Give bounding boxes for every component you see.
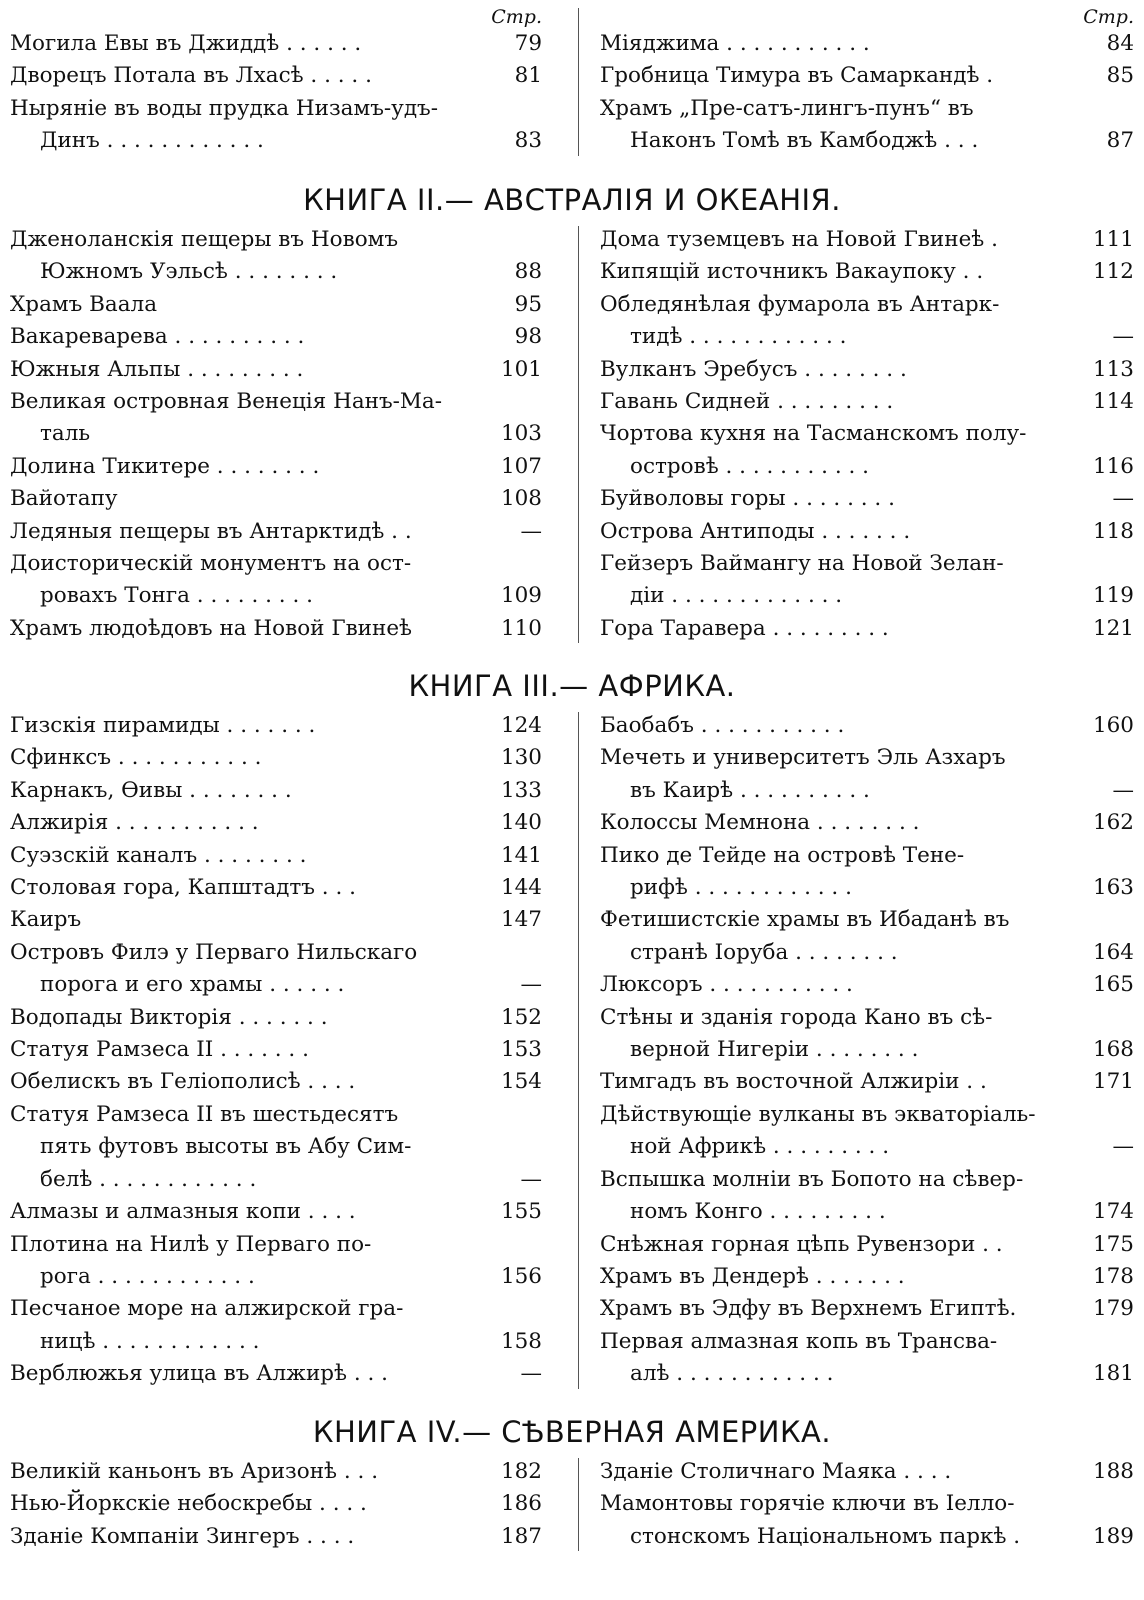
entry-title bbox=[10, 872, 476, 904]
toc-entry bbox=[10, 1456, 542, 1488]
page-number: 79 bbox=[514, 31, 542, 56]
toc-entry bbox=[600, 807, 1134, 839]
page-number: 153 bbox=[500, 1037, 542, 1063]
entry-title bbox=[600, 548, 1068, 613]
entry-title bbox=[600, 289, 1068, 354]
toc-entry bbox=[600, 904, 1134, 969]
page-number: 156 bbox=[500, 1263, 542, 1289]
entry-title bbox=[10, 451, 476, 483]
entry-title-line: Ныряніе въ воды прудка Низамъ-удъ- bbox=[10, 95, 438, 121]
page-number: 130 bbox=[500, 745, 542, 771]
entry-title-line: Обелискъ въ Геліополисѣ . . . . bbox=[10, 1069, 356, 1095]
entry-title-line: Храмъ людоѣдовъ на Новой Гвинеѣ bbox=[10, 615, 413, 641]
entry-title-line: Суэзскій каналъ . . . . . . . . bbox=[10, 842, 307, 868]
entry-title-line: Южныя Альпы . . . . . . . . . bbox=[10, 356, 304, 382]
two-column-table bbox=[10, 1456, 1134, 1553]
toc-entry bbox=[600, 613, 1134, 645]
entry-title-line: ровахъ Тонга . . . . . . . . . bbox=[40, 583, 313, 609]
entry-title bbox=[600, 807, 1068, 839]
toc-entry bbox=[10, 516, 542, 548]
page-number: 110 bbox=[500, 615, 542, 641]
toc-entry bbox=[10, 60, 542, 92]
entry-title bbox=[600, 742, 1068, 807]
entry-title bbox=[10, 807, 476, 839]
left-column bbox=[10, 1456, 572, 1553]
entry-title-line: Алжирія . . . . . . . . . . . bbox=[10, 810, 259, 836]
page-number: 171 bbox=[1092, 1069, 1134, 1095]
entry-title-line: Верблюжья улица въ Алжирѣ . . . bbox=[10, 1361, 389, 1387]
entry-title-line: Великая островная Венеція Нанъ-Ма- bbox=[10, 389, 443, 415]
page-number: 85 bbox=[1106, 63, 1134, 89]
entry-title-line: номъ Конго . . . . . . . . . bbox=[630, 1199, 886, 1225]
toc-entry bbox=[10, 1066, 542, 1098]
page-number: 116 bbox=[1092, 453, 1134, 479]
entry-title-line: Наконъ Томѣ въ Камбоджѣ . . . bbox=[630, 128, 979, 154]
entry-title bbox=[10, 386, 476, 451]
right-column bbox=[572, 710, 1134, 1391]
entry-title-line: Долина Тикитере . . . . . . . . bbox=[10, 453, 320, 479]
page-number: — bbox=[520, 1361, 542, 1387]
two-column-table bbox=[10, 710, 1134, 1391]
entry-title-line: Первая алмазная копь въ Трансва- bbox=[600, 1328, 998, 1354]
entry-title-line: Островъ Филэ у Перваго Нильскаго bbox=[10, 939, 418, 965]
entry-title-line: Гавань Сидней . . . . . . . . . bbox=[600, 389, 894, 415]
entry-title bbox=[10, 60, 476, 92]
entry-title-line: тидѣ . . . . . . . . . . . . bbox=[630, 324, 847, 350]
toc-entry bbox=[10, 1002, 542, 1034]
left-column bbox=[10, 710, 572, 1391]
entry-title-line: рифѣ . . . . . . . . . . . . bbox=[630, 875, 852, 901]
page-number: — bbox=[1112, 777, 1134, 803]
toc-entry bbox=[10, 289, 542, 321]
page-number: 95 bbox=[514, 291, 542, 317]
entry-title-line: рога . . . . . . . . . . . . bbox=[40, 1263, 255, 1289]
entry-title bbox=[10, 1196, 476, 1228]
page-number: 107 bbox=[500, 453, 542, 479]
page-number: 144 bbox=[500, 875, 542, 901]
entry-title-line: Стѣны и зданія города Кано въ сѣ- bbox=[600, 1004, 993, 1030]
page-number: 163 bbox=[1092, 875, 1134, 901]
page-number: 121 bbox=[1092, 615, 1134, 641]
left-column bbox=[10, 6, 572, 158]
book-title: КНИГА II.— АВСТРАЛІЯ И ОКЕАНІЯ. bbox=[303, 183, 841, 217]
entry-title-line: Могила Евы въ Джиддѣ . . . . . . bbox=[10, 31, 362, 56]
entry-title-line: Чортова кухня на Тасманскомъ полу- bbox=[600, 421, 1027, 447]
toc-entry bbox=[10, 1521, 542, 1553]
entry-title bbox=[600, 1066, 1068, 1098]
page-number: 160 bbox=[1092, 713, 1134, 738]
page-number: 124 bbox=[500, 713, 542, 738]
entry-title bbox=[10, 904, 476, 936]
entry-title-line: Каиръ bbox=[10, 907, 82, 933]
entry-title-line: Вулканъ Эребусъ . . . . . . . . bbox=[600, 356, 907, 382]
entry-title bbox=[10, 28, 476, 60]
entry-title-line: Гора Таравера . . . . . . . . . bbox=[600, 615, 889, 641]
entry-title-line: Дженоланскія пещеры въ Новомъ bbox=[10, 227, 399, 252]
toc-entry bbox=[10, 1358, 542, 1390]
book-title: КНИГА IV.— СѢВЕРНАЯ АМЕРИКА. bbox=[312, 1415, 832, 1449]
entry-title-line: таль bbox=[40, 421, 91, 447]
toc-entry bbox=[600, 1229, 1134, 1261]
entry-title bbox=[10, 840, 476, 872]
toc-entry bbox=[10, 1229, 542, 1294]
entry-title bbox=[600, 386, 1068, 418]
entry-title bbox=[10, 1358, 476, 1390]
toc-entry bbox=[600, 1002, 1134, 1067]
entry-title-line: стонскомъ Національномъ паркѣ . bbox=[630, 1523, 1021, 1549]
toc-entry bbox=[600, 1066, 1134, 1098]
entry-title-line: алѣ . . . . . . . . . . . . bbox=[630, 1361, 834, 1387]
entry-title-line: Вакареварева . . . . . . . . . . bbox=[10, 324, 305, 350]
toc-entry bbox=[600, 224, 1134, 256]
entry-title-line: Плотина на Нилѣ у Перваго по- bbox=[10, 1231, 372, 1257]
entry-title bbox=[600, 483, 1068, 515]
page-number: — bbox=[1112, 324, 1134, 350]
entry-title-line: Песчаное море на алжирской гра- bbox=[10, 1296, 404, 1322]
entry-title bbox=[10, 321, 476, 353]
entry-title-line: Гейзеръ Ваймангу на Новой Зелан- bbox=[600, 551, 1004, 577]
toc-entry bbox=[10, 937, 542, 1002]
entry-title-line: Люксоръ . . . . . . . . . . . bbox=[600, 972, 853, 998]
entry-title-line: Водопады Викторія . . . . . . . bbox=[10, 1004, 328, 1030]
entry-title-line: Храмъ Ваала bbox=[10, 291, 158, 317]
page-number: 83 bbox=[514, 128, 542, 154]
entry-title-line: верной Нигеріи . . . . . . . . bbox=[630, 1037, 919, 1063]
page-number: 84 bbox=[1106, 31, 1134, 56]
entry-title bbox=[600, 904, 1068, 969]
page-number: 158 bbox=[500, 1328, 542, 1354]
entry-title bbox=[10, 710, 476, 742]
toc-entry bbox=[600, 93, 1134, 158]
entry-title-line: Дѣйствующіе вулканы въ экваторіаль- bbox=[600, 1101, 1036, 1127]
entry-title bbox=[10, 1066, 476, 1098]
entry-title-line: Обледянѣлая фумарола въ Антарк- bbox=[600, 291, 1000, 317]
page-number: 189 bbox=[1092, 1523, 1134, 1549]
page-number: 168 bbox=[1092, 1037, 1134, 1063]
toc-entry bbox=[10, 451, 542, 483]
right-column bbox=[572, 6, 1134, 158]
entry-title-line: Кипящій источникъ Вакаупоку . . bbox=[600, 259, 984, 285]
entry-title-line: Баобабъ . . . . . . . . . . . bbox=[600, 713, 845, 738]
entry-title-line: Южномъ Уэльсѣ . . . . . . . . bbox=[40, 259, 338, 285]
entry-title bbox=[600, 1456, 1068, 1488]
entry-title bbox=[600, 28, 1068, 60]
entry-title bbox=[600, 1002, 1068, 1067]
entry-title-line: Карнакъ, Ѳивы . . . . . . . . bbox=[10, 777, 292, 803]
page-number: 181 bbox=[1092, 1361, 1134, 1387]
toc-entry bbox=[10, 742, 542, 774]
page-number: — bbox=[520, 972, 542, 998]
page-number: 87 bbox=[1106, 128, 1134, 154]
entry-title-line: Сфинксъ . . . . . . . . . . . bbox=[10, 745, 262, 771]
entry-title-line: діи . . . . . . . . . . . . . bbox=[630, 583, 843, 609]
entry-title bbox=[600, 1261, 1068, 1293]
entry-title bbox=[600, 840, 1068, 905]
toc-entry bbox=[600, 28, 1134, 60]
toc-entry bbox=[10, 321, 542, 353]
page-number: 174 bbox=[1092, 1199, 1134, 1225]
toc-entry bbox=[600, 289, 1134, 354]
toc-entry bbox=[600, 1326, 1134, 1391]
toc-entry bbox=[600, 483, 1134, 515]
right-column bbox=[572, 1456, 1134, 1553]
page-number: 118 bbox=[1092, 518, 1134, 544]
entry-title-line: Зданіе Компаніи Зингеръ . . . . bbox=[10, 1523, 355, 1549]
entry-title-line: Фетишистскіе храмы въ Ибаданѣ въ bbox=[600, 907, 1010, 933]
entry-title bbox=[10, 483, 476, 515]
column-divider bbox=[578, 712, 579, 1389]
entry-title bbox=[600, 1488, 1068, 1553]
entry-title-line: Тимгадъ въ восточной Алжиріи . . bbox=[600, 1069, 987, 1095]
section-book-4 bbox=[10, 1406, 1134, 1553]
two-column-table bbox=[10, 6, 1134, 158]
entry-title bbox=[10, 1293, 476, 1358]
entry-title-line: Доисторическій монументъ на ост- bbox=[10, 551, 412, 577]
toc-entry bbox=[10, 483, 542, 515]
entry-title-line: ной Африкѣ . . . . . . . . . bbox=[630, 1134, 890, 1160]
toc-entry bbox=[10, 872, 542, 904]
entry-title bbox=[10, 354, 476, 386]
entry-title-line: белѣ . . . . . . . . . . . . bbox=[40, 1166, 257, 1192]
entry-title-line: Нью-Йоркскіе небоскребы . . . . bbox=[10, 1491, 367, 1517]
entry-title bbox=[600, 1164, 1068, 1229]
toc-entry bbox=[600, 60, 1134, 92]
entry-title-line: Пико де Тейде на островѣ Тене- bbox=[600, 842, 965, 868]
entry-title-line: Колоссы Мемнона . . . . . . . . bbox=[600, 810, 920, 836]
two-column-table bbox=[10, 224, 1134, 645]
toc-entry bbox=[600, 1164, 1134, 1229]
toc-entry bbox=[600, 354, 1134, 386]
page-number: 101 bbox=[500, 356, 542, 382]
entry-title bbox=[10, 937, 476, 1002]
entry-title-line: Дома туземцевъ на Новой Гвинеѣ . bbox=[600, 227, 998, 252]
entry-title bbox=[10, 93, 476, 158]
page-column-header: Стр. bbox=[491, 6, 542, 28]
page-column-header: Стр. bbox=[1083, 6, 1134, 28]
entry-title-line: Дворецъ Потала въ Лхасѣ . . . . . bbox=[10, 63, 372, 89]
entry-title bbox=[600, 418, 1068, 483]
toc-entry bbox=[600, 969, 1134, 1001]
page-number: — bbox=[1112, 1134, 1134, 1160]
column-divider bbox=[578, 1458, 579, 1551]
page-number: — bbox=[520, 518, 542, 544]
entry-title bbox=[10, 224, 476, 289]
entry-title bbox=[600, 354, 1068, 386]
entry-title bbox=[10, 1456, 476, 1488]
page-number: 141 bbox=[500, 842, 542, 868]
page-number: 119 bbox=[1092, 583, 1134, 609]
entry-title bbox=[600, 710, 1068, 742]
entry-title-line: Храмъ въ Дендерѣ . . . . . . . bbox=[600, 1263, 905, 1289]
toc-entry bbox=[10, 386, 542, 451]
toc-entry bbox=[600, 548, 1134, 613]
entry-title bbox=[10, 1521, 476, 1553]
toc-entry bbox=[600, 256, 1134, 288]
section-book-2 bbox=[10, 174, 1134, 645]
page-number: 88 bbox=[514, 259, 542, 285]
toc-entry bbox=[600, 1293, 1134, 1325]
entry-title bbox=[600, 969, 1068, 1001]
toc-entry bbox=[10, 1293, 542, 1358]
page-number: 154 bbox=[500, 1069, 542, 1095]
toc-entry bbox=[600, 1261, 1134, 1293]
entry-title bbox=[10, 1099, 476, 1196]
entry-title bbox=[600, 256, 1068, 288]
entry-title-line: Алмазы и алмазныя копи . . . . bbox=[10, 1199, 356, 1225]
toc-entry bbox=[10, 93, 542, 158]
page-number: 108 bbox=[500, 486, 542, 512]
toc-entry bbox=[10, 548, 542, 613]
entry-title-line: Мечеть и университетъ Эль Азхаръ bbox=[600, 745, 1006, 771]
page-number: 162 bbox=[1092, 810, 1134, 836]
entry-title-line: Столовая гора, Капштадтъ . . . bbox=[10, 875, 356, 901]
entry-title-line: Зданіе Столичнаго Маяка . . . . bbox=[600, 1459, 952, 1484]
page-number: — bbox=[520, 1166, 542, 1192]
entry-title-line: Вайотапу bbox=[10, 486, 118, 512]
page-number: 114 bbox=[1092, 389, 1134, 415]
toc-entry bbox=[10, 1488, 542, 1520]
section-continuation bbox=[10, 6, 1134, 158]
toc-entry bbox=[10, 775, 542, 807]
right-column bbox=[572, 224, 1134, 645]
entry-title bbox=[600, 1099, 1068, 1164]
page-number: 179 bbox=[1092, 1296, 1134, 1322]
page-number: 133 bbox=[500, 777, 542, 803]
entry-title bbox=[600, 613, 1068, 645]
entry-title bbox=[600, 224, 1068, 256]
page-number: 109 bbox=[500, 583, 542, 609]
left-column bbox=[10, 224, 572, 645]
entry-title-line: Гробница Тимура въ Самаркандѣ . bbox=[600, 63, 994, 89]
entry-title bbox=[600, 1293, 1068, 1325]
entry-title-line: ницѣ . . . . . . . . . . . . bbox=[40, 1328, 260, 1354]
page-number: 182 bbox=[500, 1459, 542, 1484]
entry-title bbox=[10, 1034, 476, 1066]
toc-entry bbox=[10, 354, 542, 386]
toc-entry bbox=[10, 28, 542, 60]
toc-entry bbox=[600, 386, 1134, 418]
page-number: 187 bbox=[500, 1523, 542, 1549]
entry-title-line: Вспышка молніи въ Бопото на сѣвер- bbox=[600, 1166, 1024, 1192]
toc-entry bbox=[10, 1099, 542, 1196]
entry-title bbox=[10, 1229, 476, 1294]
toc-entry bbox=[10, 807, 542, 839]
toc-entry bbox=[10, 710, 542, 742]
page-number: 147 bbox=[500, 907, 542, 933]
toc-entry bbox=[600, 1456, 1134, 1488]
book-title: КНИГА III.— АФРИКА. bbox=[408, 669, 736, 703]
entry-title bbox=[600, 516, 1068, 548]
page-number: — bbox=[1112, 486, 1134, 512]
entry-title-line: Мамонтовы горячіе ключи въ Іелло- bbox=[600, 1491, 1015, 1517]
entry-title-line: Статуя Рамзеса II . . . . . . . bbox=[10, 1037, 309, 1063]
entry-title-line: Снѣжная горная цѣпь Рувензори . . bbox=[600, 1231, 1003, 1257]
column-divider bbox=[578, 226, 579, 643]
entry-title-line: Храмъ въ Эдфу въ Верхнемъ Египтѣ. bbox=[600, 1296, 1017, 1322]
entry-title-line: Острова Антиподы . . . . . . . bbox=[600, 518, 911, 544]
entry-title bbox=[10, 1002, 476, 1034]
toc-entry bbox=[600, 516, 1134, 548]
entry-title-line: Статуя Рамзеса II въ шестьдесятъ bbox=[10, 1101, 399, 1127]
page-number: 98 bbox=[514, 324, 542, 350]
toc-entry bbox=[10, 613, 542, 645]
page-number: 178 bbox=[1092, 1263, 1134, 1289]
entry-title-line: Буйволовы горы . . . . . . . . bbox=[600, 486, 895, 512]
entry-title bbox=[10, 548, 476, 613]
entry-title-line: порога и его храмы . . . . . . bbox=[40, 972, 345, 998]
page-number: 186 bbox=[500, 1491, 542, 1517]
page-number: 175 bbox=[1092, 1231, 1134, 1257]
toc-entry bbox=[600, 418, 1134, 483]
page-number: 155 bbox=[500, 1199, 542, 1225]
entry-title-line: Храмъ „Пре-сатъ-лингъ-пунъ“ въ bbox=[600, 95, 974, 121]
entry-title bbox=[600, 93, 1068, 158]
entry-title-line: Гизскія пирамиды . . . . . . . bbox=[10, 713, 316, 738]
entry-title-line: Динъ . . . . . . . . . . . . bbox=[40, 128, 264, 154]
toc-entry bbox=[600, 840, 1134, 905]
entry-title bbox=[10, 742, 476, 774]
page-number: 103 bbox=[500, 421, 542, 447]
entry-title bbox=[600, 1229, 1068, 1261]
entry-title-line: Великій каньонъ въ Аризонѣ . . . bbox=[10, 1459, 379, 1484]
toc-entry bbox=[10, 1196, 542, 1228]
column-divider bbox=[578, 8, 579, 156]
toc-entry bbox=[600, 1099, 1134, 1164]
page-number: 113 bbox=[1092, 356, 1134, 382]
page-number: 152 bbox=[500, 1004, 542, 1030]
toc-entry bbox=[10, 1034, 542, 1066]
toc-entry bbox=[600, 710, 1134, 742]
toc-entry bbox=[600, 742, 1134, 807]
toc-entry bbox=[10, 840, 542, 872]
entry-title bbox=[10, 613, 476, 645]
entry-title bbox=[10, 775, 476, 807]
page-number: 140 bbox=[500, 810, 542, 836]
entry-title bbox=[10, 1488, 476, 1520]
entry-title-line: пять футовъ высоты въ Абу Сим- bbox=[40, 1134, 412, 1160]
entry-title-line: Ледяныя пещеры въ Антарктидѣ . . bbox=[10, 518, 412, 544]
page-number: 188 bbox=[1092, 1459, 1134, 1484]
entry-title-line: странѣ Іоруба . . . . . . . . bbox=[630, 939, 898, 965]
entry-title bbox=[600, 1326, 1068, 1391]
entry-title bbox=[10, 289, 476, 321]
page-number: 165 bbox=[1092, 972, 1134, 998]
toc-entry bbox=[10, 904, 542, 936]
page-number: 111 bbox=[1092, 227, 1134, 252]
entry-title bbox=[600, 60, 1068, 92]
page-number: 164 bbox=[1092, 939, 1134, 965]
entry-title-line: въ Каирѣ . . . . . . . . . . bbox=[630, 777, 870, 803]
page-number: 112 bbox=[1092, 259, 1134, 285]
toc-entry bbox=[600, 1488, 1134, 1553]
entry-title-line: островѣ . . . . . . . . . . . bbox=[630, 453, 870, 479]
section-book-3 bbox=[10, 660, 1134, 1391]
entry-title bbox=[10, 516, 476, 548]
page-number: 81 bbox=[514, 63, 542, 89]
toc-entry bbox=[10, 224, 542, 289]
entry-title-line: Міяджима . . . . . . . . . . . bbox=[600, 31, 870, 56]
